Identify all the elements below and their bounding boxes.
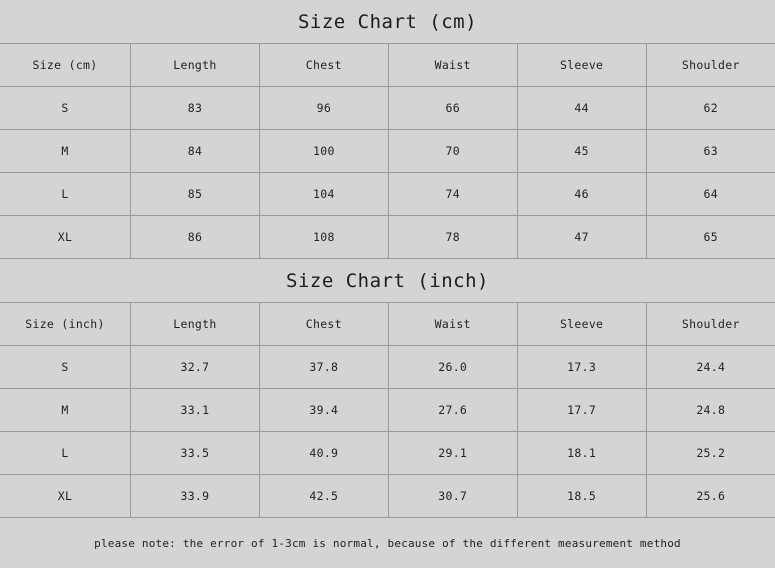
size-chart-inch-table: [0, 302, 775, 518]
column-header-sleeve: Sleeve: [517, 44, 646, 87]
cell-shoulder: 64: [646, 173, 775, 216]
cell-size: M: [0, 389, 131, 432]
size-chart-inch-title: Size Chart (inch): [286, 270, 489, 292]
cell-sleeve: 47: [517, 216, 646, 259]
cell-size: L: [0, 173, 131, 216]
table-row: [0, 389, 775, 432]
cell-chest: 42.5: [259, 475, 388, 518]
cell-waist: 78: [388, 216, 517, 259]
cell-length: 33.9: [131, 475, 260, 518]
column-header-size: Size (cm): [0, 44, 131, 87]
cell-shoulder: 63: [646, 130, 775, 173]
cell-length: 83: [131, 87, 260, 130]
cell-waist: 70: [388, 130, 517, 173]
cell-sleeve: 44: [517, 87, 646, 130]
cell-length: 85: [131, 173, 260, 216]
cell-size: L: [0, 432, 131, 475]
column-header-sleeve: Sleeve: [517, 303, 646, 346]
column-header-waist: Waist: [388, 44, 517, 87]
table-row: [0, 216, 775, 259]
table-row: [0, 173, 775, 216]
cell-shoulder: 25.6: [646, 475, 775, 518]
cell-chest: 104: [259, 173, 388, 216]
table-header-row: [0, 303, 775, 346]
table-row: [0, 432, 775, 475]
cell-size: S: [0, 87, 131, 130]
cell-waist: 66: [388, 87, 517, 130]
cell-shoulder: 65: [646, 216, 775, 259]
cell-size: M: [0, 130, 131, 173]
measurement-note: please note: the error of 1-3cm is normal, because of the different measurement method: [94, 536, 681, 550]
cell-chest: 39.4: [259, 389, 388, 432]
column-header-shoulder: Shoulder: [646, 303, 775, 346]
cell-shoulder: 24.8: [646, 389, 775, 432]
cell-length: 84: [131, 130, 260, 173]
column-header-chest: Chest: [259, 303, 388, 346]
cell-waist: 29.1: [388, 432, 517, 475]
cell-sleeve: 18.1: [517, 432, 646, 475]
table-row: [0, 475, 775, 518]
cell-waist: 26.0: [388, 346, 517, 389]
cell-sleeve: 45: [517, 130, 646, 173]
cell-chest: 108: [259, 216, 388, 259]
size-chart-cm-title: Size Chart (cm): [297, 11, 478, 33]
cell-size: S: [0, 346, 131, 389]
cell-length: 32.7: [131, 346, 260, 389]
column-header-length: Length: [131, 44, 260, 87]
cell-waist: 30.7: [388, 475, 517, 518]
table-row: [0, 87, 775, 130]
cell-length: 86: [131, 216, 260, 259]
cell-waist: 27.6: [388, 389, 517, 432]
cell-waist: 74: [388, 173, 517, 216]
table-row: [0, 346, 775, 389]
table-row: [0, 130, 775, 173]
column-header-shoulder: Shoulder: [646, 44, 775, 87]
cell-sleeve: 17.3: [517, 346, 646, 389]
column-header-waist: Waist: [388, 303, 517, 346]
cell-sleeve: 46: [517, 173, 646, 216]
cell-sleeve: 18.5: [517, 475, 646, 518]
cell-shoulder: 62: [646, 87, 775, 130]
column-header-length: Length: [131, 303, 260, 346]
cell-shoulder: 24.4: [646, 346, 775, 389]
cell-sleeve: 17.7: [517, 389, 646, 432]
cell-chest: 40.9: [259, 432, 388, 475]
cell-length: 33.5: [131, 432, 260, 475]
cell-size: XL: [0, 475, 131, 518]
size-chart-cm-table: [0, 43, 775, 259]
table-header-row: [0, 44, 775, 87]
cell-size: XL: [0, 216, 131, 259]
column-header-size: Size (inch): [0, 303, 131, 346]
cell-chest: 100: [259, 130, 388, 173]
cell-shoulder: 25.2: [646, 432, 775, 475]
cell-chest: 37.8: [259, 346, 388, 389]
column-header-chest: Chest: [259, 44, 388, 87]
cell-length: 33.1: [131, 389, 260, 432]
cell-chest: 96: [259, 87, 388, 130]
